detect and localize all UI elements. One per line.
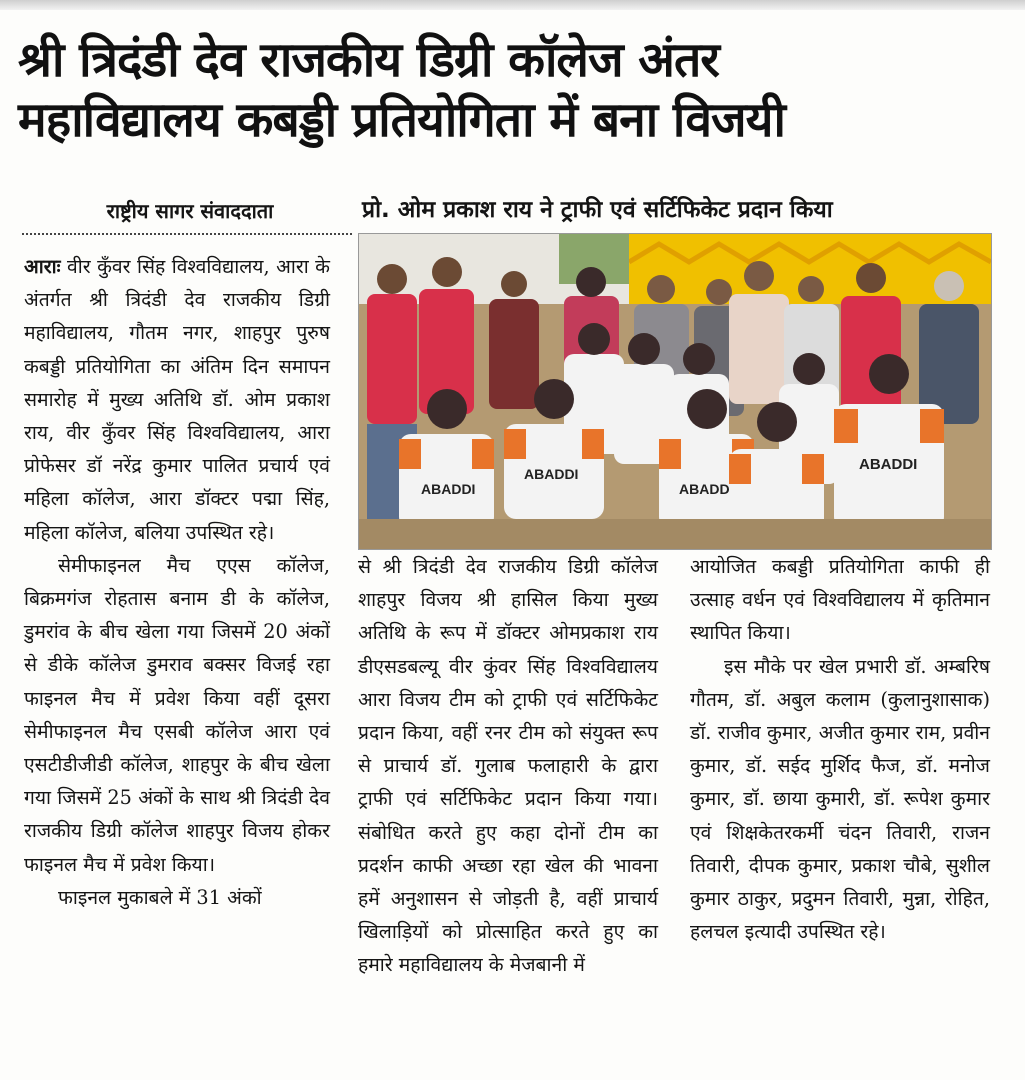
article-paragraph [24, 250, 330, 549]
article-paragraph: सेमीफाइनल मैच एएस कॉलेज, बिक्रमगंज रोहतास बनाम डी के कॉलेज, डुमरांव के बीच खेला गया जिसमें 20 अंकों से डीके कॉलेज डुमराव बक्सर विजई रहा फाइनल मैच में प्रवेश किया वहीं दूसरा सेमीफाइनल मैच एसबी कॉलेज आरा एवं एसटीडीजीडी कॉलेज, शाहपुर के बीच खेला गया जिसमें 25 अंकों के साथ श्री त्रिदंडी देव राजकीय डिग्री कॉलेज शाहपुर विजय होकर फाइनल मैच में प्रवेश किया। [24, 553, 330, 876]
jersey-text: ABADD [679, 481, 730, 497]
article-paragraph: से श्री त्रिदंडी देव राजकीय डिग्री कॉलेज शाहपुर विजय श्री हासिल किया मुख्य अतिथि के रूप में डॉक्टर ओमप्रकाश राय डीएसडबल्यू वीर कुंवर सिंह विश्वविद्यालय आरा विजय टीम को ट्राफी एवं सर्टिफिकेट प्रदान किया, वहीं रनर टीम को संयुक्त रूप से प्राचार्य डॉ. गुलाब फलाहारी के द्वारा ट्राफी एवं सर्टिफिकेट प्रदान किया गया। संबोधित करते हुए कहा दोनों टीम का प्रदर्शन काफी अच्छा रहा खेल की भावना हमें अनुशासन से जोड़ती है, वहीं प्राचार्य खिलाड़ियों को प्रोत्साहित करते हुए का हमारे महाविद्यालय के मेजबानी में [358, 555, 658, 977]
jersey-text: ABADDI [524, 466, 579, 482]
jersey-text: ABADDI [421, 481, 476, 497]
article-paragraph: इस मौके पर खेल प्रभारी डॉ. अम्बरिष गौतम, डॉ. अबुल कलाम (कुलानुशासाक) डॉ. राजीव कुमार, अजीत कुमार राम, प्रवीन कुमार, डॉ. सईद मुर्शिद फैज, डॉ. मनोज कुमार, डॉ. छाया कुमारी, डॉ. रूपेश कुमार एवं शिक्षकेतरकर्मी चंदन तिवारी, राजन तिवारी, दीपक कुमार, प्रकाश चौबे, सुशील कुमार ठाकुर, प्रदुमन तिवारी, मुन्ना, रोहित, हलचल इत्यादी उपस्थित रहे। [690, 654, 990, 944]
byline-divider [22, 233, 352, 235]
subheadline: प्रो. ओम प्रकाश राय ने ट्राफी एवं सर्टिफिकेट प्रदान किया [362, 197, 833, 223]
headline-line-1: श्री त्रिदंडी देव राजकीय डिग्री कॉलेज अंतर [18, 32, 719, 88]
article-paragraph-text: वीर कुँवर सिंह विश्वविद्यालय, आरा के अंतर्गत श्री त्रिदंडी देव राजकीय डिग्री महाविद्यालय, गौतम नगर, शाहपुर पुरुष कबड्डी प्रतियोगिता का अंतिम दिन समापन समारोह में मुख्य अतिथि डॉ. ओम प्रकाश राय, वीर कुँवर सिंह विश्वविद्यालय, आरा प्रोफेसर डॉ नरेंद्र कुमार पालित प्रचार्य एवं महिला कॉलेज, आरा डॉक्टर पद्मा सिंह, महिला कॉलेज, बलिया उपस्थित रहे। [24, 255, 330, 544]
jersey-text: ABADDI [859, 456, 918, 473]
previous-article-strip [0, 0, 1025, 10]
article-paragraph: आयोजित कबड्डी प्रतियोगिता काफी ही उत्साह वर्धन एवं विश्वविद्यालय में कृतिमान स्थापित किया। [690, 555, 990, 645]
kabaddi-team-photo [359, 234, 991, 549]
byline: राष्ट्रीय सागर संवाददाता [106, 199, 274, 223]
article-column-2 [358, 550, 658, 982]
headline [18, 30, 1008, 150]
article-column-3 [690, 550, 990, 948]
article-column-1 [24, 250, 330, 914]
news-photo [358, 233, 992, 550]
article-paragraph: फाइनल मुकाबले में 31 अंकों [58, 885, 262, 909]
headline-line-2: महाविद्यालय कबड्डी प्रतियोगिता में बना विजयी [18, 92, 785, 148]
dateline: आराः [24, 255, 61, 278]
